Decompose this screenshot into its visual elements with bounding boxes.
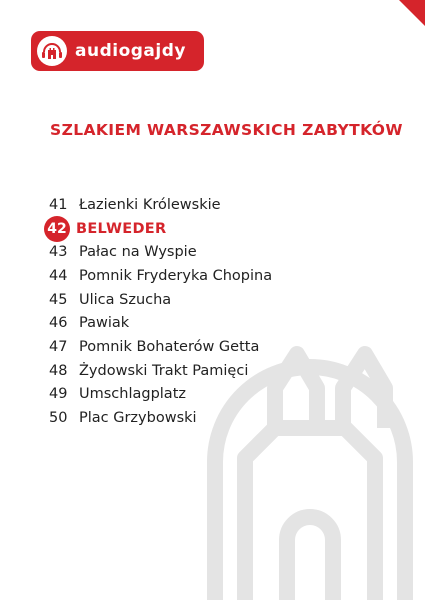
toc-title: Pomnik Bohaterów Getta <box>79 338 260 355</box>
toc-title: Plac Grzybowski <box>79 410 197 427</box>
toc-item <box>46 288 272 312</box>
toc-title: Łazienki Królewskie <box>79 196 221 213</box>
toc-item <box>46 264 272 288</box>
series-title: SZLAKIEM WARSZAWSKICH ZABYTKÓW <box>50 121 403 139</box>
toc-number: 50 <box>49 410 68 427</box>
toc-item <box>46 193 272 217</box>
toc-number: 47 <box>49 338 68 355</box>
audiogajdy-logo <box>31 31 204 71</box>
toc-number: 48 <box>49 362 68 379</box>
toc-title: Żydowski Trakt Pamięci <box>79 362 249 379</box>
toc-title: BELWEDER <box>76 220 167 237</box>
toc-number: 44 <box>49 267 68 284</box>
castle-headphones-icon <box>37 36 67 66</box>
toc-title: Ulica Szucha <box>79 291 172 308</box>
toc-title: Pałac na Wyspie <box>79 244 197 261</box>
toc-number: 49 <box>49 386 68 403</box>
toc-number: 41 <box>49 196 68 213</box>
toc-number: 43 <box>49 244 68 261</box>
toc-title: Pawiak <box>79 315 130 332</box>
toc-item-current <box>46 217 272 241</box>
toc-number: 45 <box>49 291 68 308</box>
toc-title: Umschlagplatz <box>79 386 186 403</box>
corner-accent <box>399 0 425 26</box>
toc-number: 46 <box>49 315 68 332</box>
toc-item <box>46 240 272 264</box>
toc-number-badge: 42 <box>46 216 76 242</box>
toc-title: Pomnik Fryderyka Chopina <box>79 267 273 284</box>
brand-name: audiogajdy <box>75 41 186 61</box>
castle-outline-icon <box>195 330 425 604</box>
